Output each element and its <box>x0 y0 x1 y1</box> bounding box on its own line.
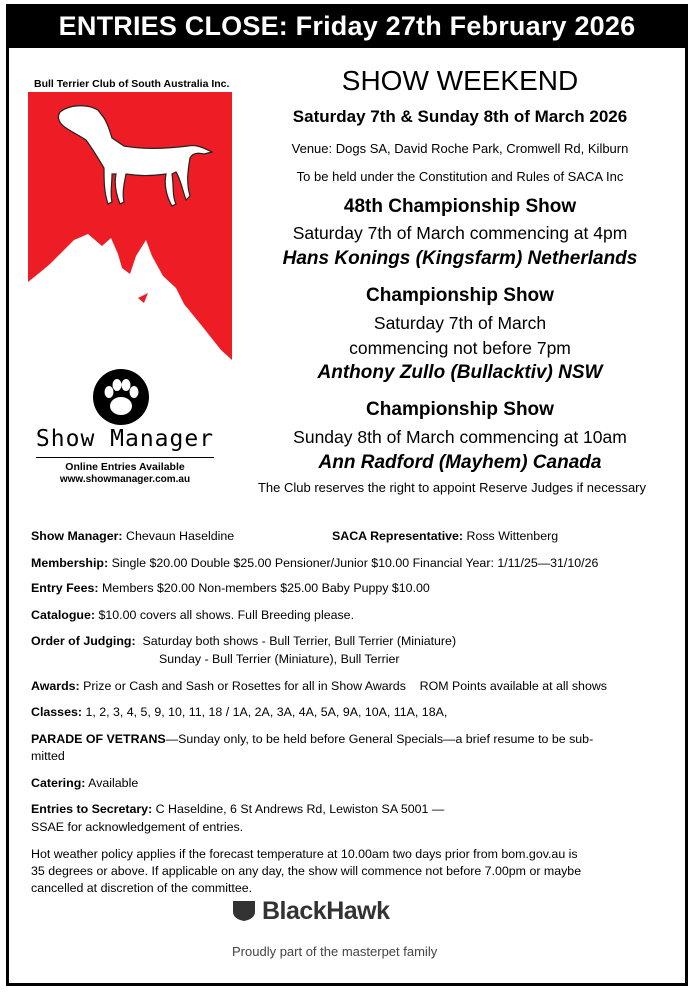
label: Order of Judging: <box>31 634 136 648</box>
sponsor-tagline: Proudly part of the masterpet family <box>232 944 438 959</box>
blackhawk-logo <box>232 896 390 926</box>
classes-line <box>31 704 447 721</box>
awards-line <box>31 678 607 695</box>
label: Entry Fees: <box>31 581 99 595</box>
value: —Sunday only, to be held before General Specials—a brief resume to be sub- <box>165 732 594 746</box>
catalogue-line <box>31 607 354 624</box>
value: C Haseldine, 6 St Andrews Rd, Lewiston SA 5001 — <box>155 802 445 816</box>
shield-icon <box>232 900 256 922</box>
show3-time: Sunday 8th of March commencing at 10am <box>293 427 627 447</box>
show1-judge: Hans Konings (Kingsfarm) Netherlands <box>282 248 638 269</box>
show-dates: Saturday 7th & Sunday 8th of March 2026 <box>292 107 628 126</box>
divider <box>36 457 214 458</box>
secretary-line <box>31 801 444 818</box>
secretary-line2: SSAE for acknowledgement of entries. <box>31 820 244 834</box>
order-of-judging-line2: Sunday - Bull Terrier (Miniature), Bull Terrier <box>159 652 400 666</box>
hot-weather-line3: cancelled at discretion of the committee. <box>31 881 253 895</box>
show3-judge: Ann Radford (Mayhem) Canada <box>318 452 602 473</box>
show-manager-line <box>31 528 234 545</box>
saca-rep-line <box>332 528 558 545</box>
show-manager-url: www.showmanager.com.au <box>59 474 191 485</box>
show3-heading: Championship Show <box>366 399 554 420</box>
show-manager-logo <box>30 368 220 498</box>
value: Members $20.00 Non-members $25.00 Baby Puppy $10.00 <box>101 581 430 595</box>
order-of-judging-line <box>31 633 456 650</box>
value: Chevaun Haseldine <box>126 529 235 543</box>
hot-weather-line2: 35 degrees or above. If applicable on any day, the show will commence not before 7.00pm or maybe <box>31 864 582 878</box>
value: $10.00 covers all shows. Full Breeding please. <box>98 608 355 622</box>
label: PARADE OF VETRANS <box>31 732 166 746</box>
south-australia-map <box>28 92 232 360</box>
show2-time-line1: Saturday 7th of March <box>373 313 547 333</box>
label: Catalogue: <box>31 608 96 622</box>
label: Classes: <box>31 705 82 719</box>
parade-line <box>31 731 593 748</box>
label: Membership: <box>31 556 109 570</box>
label: Awards: <box>31 679 80 693</box>
label: Show Manager: <box>31 529 123 543</box>
value: Available <box>88 776 139 790</box>
show1-time: Saturday 7th of March commencing at 4pm <box>292 223 628 243</box>
sponsor-name: BlackHawk <box>262 896 390 925</box>
entries-close-banner: ENTRIES CLOSE: Friday 27th February 2026 <box>6 4 688 48</box>
show1-heading: 48th Championship Show <box>343 196 577 217</box>
show-weekend-title: SHOW WEEKEND <box>341 65 579 96</box>
value: Ross Wittenberg <box>466 529 559 543</box>
show2-heading: Championship Show <box>366 285 554 306</box>
show-manager-title: Show Manager <box>35 426 215 452</box>
entry-fees-line <box>31 580 430 597</box>
membership-line <box>31 555 598 572</box>
venue: Venue: Dogs SA, David Roche Park, Cromwell Rd, Kilburn <box>291 141 629 156</box>
label: Catering: <box>31 776 86 790</box>
show-manager-subtitle: Online Entries Available <box>65 461 185 473</box>
parade-line2: mitted <box>31 749 65 763</box>
reserve-judges-note: The Club reserves the right to appoint Reserve Judges if necessary <box>257 480 647 495</box>
value: Single $20.00 Double $25.00 Pensioner/Junior $10.00 Financial Year: 1/11/25—31/10/26 <box>111 556 599 570</box>
paw-icon <box>92 368 150 426</box>
catering-line <box>31 775 138 792</box>
label: SACA Representative: <box>332 529 464 543</box>
value: Prize or Cash and Sash or Rosettes for all in Show Awards ROM Points available at all shows <box>83 679 607 693</box>
value: Saturday both shows - Bull Terrier, Bull Terrier (Miniature) <box>142 634 457 648</box>
rules: To be held under the Constitution and Rules of SACA Inc <box>296 169 624 184</box>
hot-weather-line1: Hot weather policy applies if the forecast temperature at 10.00am two days prior from bom.gov.au is <box>31 847 578 861</box>
show2-judge: Anthony Zullo (Bullacktiv) NSW <box>317 362 603 383</box>
show2-time-line2: commencing not before 7pm <box>349 338 571 358</box>
club-logo <box>26 88 236 363</box>
label: Entries to Secretary: <box>31 802 153 816</box>
club-name: Bull Terrier Club of South Australia Inc. <box>34 78 230 90</box>
value: 1, 2, 3, 4, 5, 9, 10, 11, 18 / 1A, 2A, 3A, 4A, 5A, 9A, 10A, 11A, 18A, <box>85 705 448 719</box>
